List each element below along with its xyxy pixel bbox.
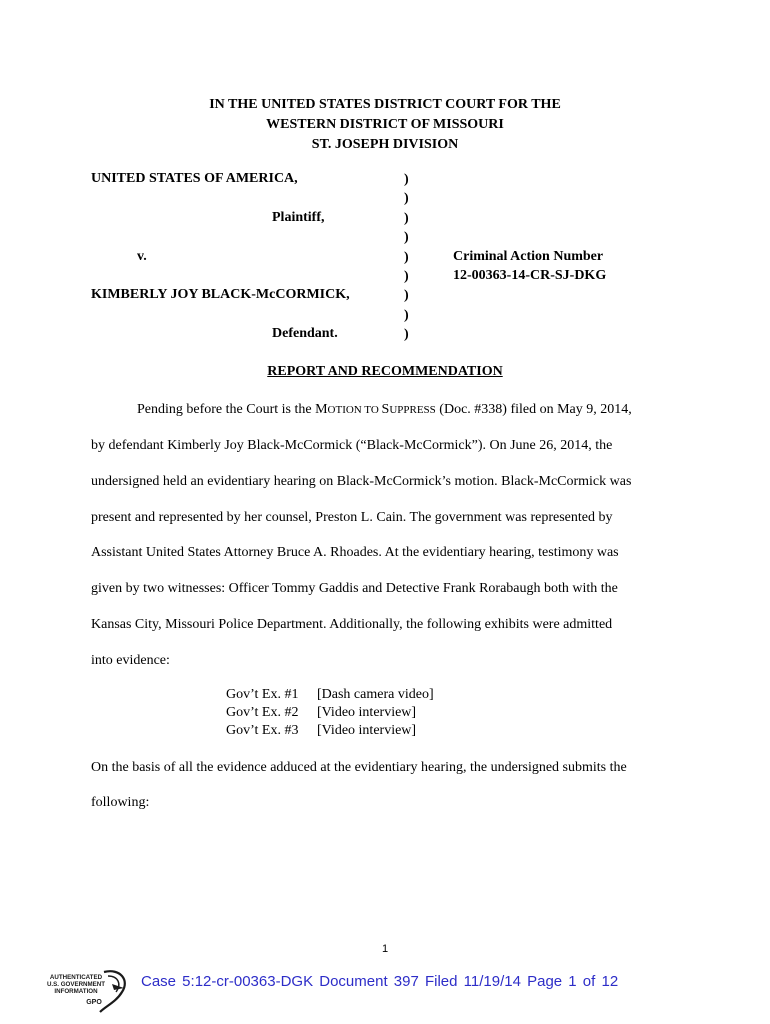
motion-cap-s: S	[381, 402, 390, 417]
court-header-line-1: IN THE UNITED STATES DISTRICT COURT FOR THE	[209, 97, 561, 112]
court-header	[0, 95, 770, 155]
defendant-name: KIMBERLY JOY BLACK-McCORMICK,	[91, 287, 350, 302]
caption-paren: )	[404, 230, 409, 246]
defendant-label: Defendant.	[272, 326, 338, 341]
body-line-5: Assistant United States Attorney Bruce A. Rhoades. At the evidentiary hearing, testimony was	[91, 545, 619, 560]
logo-text-gpo: GPO	[86, 999, 102, 1006]
closing-line-1: On the basis of all the evidence adduced at the evidentiary hearing, the undersigned submits the	[91, 760, 627, 775]
body-line-3: undersigned held an evidentiary hearing on Black-McCormick’s motion. Black-McCormick was	[91, 474, 632, 489]
logo-eagle-head	[112, 984, 124, 990]
caption-paren: )	[404, 268, 409, 284]
body-line-6: given by two witnesses: Officer Tommy Gaddis and Detective Frank Rorabaugh both with the	[91, 581, 618, 596]
logo-eagle-wing	[100, 971, 125, 1012]
criminal-action-label: Criminal Action Number	[453, 249, 604, 264]
exhibit-description: [Dash camera video]	[317, 687, 434, 702]
criminal-action-number: 12-00363-14-CR-SJ-DKG	[453, 268, 607, 283]
motion-smallcaps-2: UPPRESS	[389, 404, 436, 416]
plaintiff-label: Plaintiff,	[272, 210, 325, 225]
logo-text-information: INFORMATION	[54, 988, 98, 995]
exhibit-row	[226, 704, 434, 722]
motion-smallcaps-1: OTION TO	[327, 404, 382, 416]
exhibit-row	[226, 722, 434, 740]
logo-text-authenticated: AUTHENTICATED	[49, 974, 103, 981]
caption-paren: )	[404, 307, 409, 323]
motion-cap-m: M	[315, 402, 328, 417]
logo-eagle-wing-inner	[108, 976, 119, 992]
body-line-1	[137, 402, 632, 418]
case-filing-stamp: Case 5:12-cr-00363-DGK Document 397 Filed 11/19/14 Page 1 of 12	[141, 973, 619, 990]
page-number: 1	[381, 943, 389, 955]
court-header-line-3: ST. JOSEPH DIVISION	[311, 137, 459, 152]
body-text: (Doc. #338) filed on May 9, 2014,	[435, 402, 632, 417]
exhibit-description: [Video interview]	[317, 723, 417, 738]
logo-text-government: U.S. GOVERNMENT	[46, 981, 106, 988]
caption-paren: )	[404, 210, 409, 226]
document-title-text: REPORT AND RECOMMENDATION	[267, 364, 503, 379]
exhibit-label: Gov’t Ex. #1	[226, 687, 299, 702]
closing-line-2: following:	[91, 795, 150, 810]
document-title	[0, 364, 770, 380]
exhibit-label: Gov’t Ex. #3	[226, 723, 299, 738]
body-line-4: present and represented by her counsel, Preston L. Cain. The government was represented by	[91, 510, 613, 525]
caption-parenthesis-column	[404, 170, 409, 345]
court-header-line-2: WESTERN DISTRICT OF MISSOURI	[266, 117, 504, 132]
body-text: Pending before the Court is the	[137, 402, 316, 417]
caption-paren: )	[404, 327, 409, 343]
exhibit-label: Gov’t Ex. #2	[226, 705, 299, 720]
body-line-8: into evidence:	[91, 653, 170, 668]
caption-paren: )	[404, 191, 409, 207]
gpo-authenticated-logo	[42, 966, 132, 1018]
plaintiff-name: UNITED STATES OF AMERICA,	[91, 171, 298, 186]
exhibit-list	[226, 686, 434, 740]
caption-paren: )	[404, 249, 409, 265]
versus-label: v.	[137, 249, 147, 264]
body-line-7: Kansas City, Missouri Police Department. Additionally, the following exhibits were admitted	[91, 617, 613, 632]
caption-paren: )	[404, 288, 409, 304]
caption-paren: )	[404, 172, 409, 187]
exhibit-row	[226, 686, 434, 704]
body-line-2: by defendant Kimberly Joy Black-McCormick (“Black-McCormick”). On June 26, 2014, the	[91, 438, 613, 453]
exhibit-description: [Video interview]	[317, 705, 417, 720]
